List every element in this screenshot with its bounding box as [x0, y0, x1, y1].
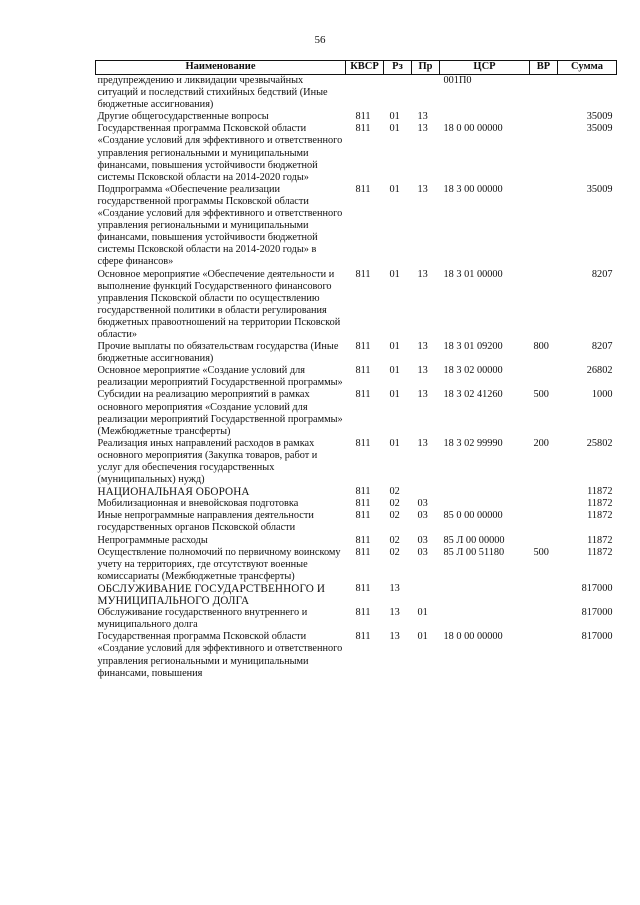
page-number: 56	[314, 34, 326, 46]
cell-vr: 800	[533, 341, 549, 353]
cell-pr: 13	[417, 389, 428, 401]
cell-vr	[530, 123, 558, 183]
cell-pr: 13	[417, 341, 428, 353]
cell-csr: 18 3 02 00000	[443, 365, 503, 377]
cell-pr: 13	[417, 123, 428, 135]
cell-csr: 001П0	[443, 75, 472, 86]
cell-rz: 01	[389, 123, 400, 135]
table-body	[96, 75, 617, 680]
cell-pr: 13	[417, 365, 428, 377]
cell-sum: 35009	[586, 183, 613, 195]
cell-rz: 13	[389, 631, 400, 643]
cell-pr	[412, 75, 440, 112]
cell-kvsr: 811	[355, 183, 371, 195]
cell-kvsr: 811	[355, 607, 371, 619]
cell-kvsr: 811	[355, 389, 371, 401]
cell-kvsr: 811	[355, 546, 371, 558]
cell-sum: 817000	[581, 607, 613, 619]
cell-sum: 25802	[586, 437, 613, 449]
cell-sum: 11872	[587, 534, 613, 546]
cell-sum: 11872	[587, 486, 613, 498]
cell-csr: 18 3 01 09200	[443, 341, 503, 353]
cell-csr: 18 3 00 00000	[443, 183, 503, 195]
cell-sum: 817000	[581, 631, 613, 643]
cell-name: Субсидии на реализацию мероприятий в рамках основного мероприятия «Создание условий для реализации мероприятий Государственной программы» (Межбюджетные трансферты)	[97, 389, 343, 437]
cell-vr	[530, 607, 558, 631]
table-row	[96, 438, 617, 486]
cell-rz: 02	[389, 486, 400, 498]
cell-pr: 13	[417, 183, 428, 195]
cell-rz: 01	[389, 365, 400, 377]
cell-kvsr: 811	[355, 486, 371, 498]
table-row	[96, 269, 617, 342]
cell-name: Основное мероприятие «Обеспечение деятельности и выполнение функций Государственного финансового управления Псковской области по осуществлению государственной политики в области регулирования бюджетных правоотношений на территории Псковской области»	[97, 268, 341, 340]
cell-rz: 02	[389, 498, 400, 510]
cell-pr: 13	[417, 268, 428, 280]
cell-csr: 18 3 02 99990	[443, 437, 503, 449]
cell-sum: 817000	[581, 582, 613, 594]
cell-sum: 26802	[586, 365, 613, 377]
cell-name: Основное мероприятие «Создание условий для реализации мероприятий Государственной программы»	[97, 365, 343, 389]
header-sum: Сумма	[558, 61, 617, 75]
cell-kvsr: 811	[355, 437, 371, 449]
table-row	[96, 75, 617, 112]
cell-name: Подпрограмма «Обеспечение реализации государственной программы Псковской области «Создание условий для эффективного и ответственного управления региональными и муниципальными финансами, повышения устойчивости бюджетной системы Псковской области на 2014-2020 годы» в сфере финансов»	[97, 183, 343, 268]
cell-pr: 03	[417, 498, 428, 510]
cell-kvsr	[346, 75, 384, 112]
cell-kvsr: 811	[355, 123, 371, 135]
cell-sum: 35009	[586, 123, 613, 135]
cell-vr: 500	[533, 546, 549, 558]
budget-table	[95, 60, 617, 680]
cell-kvsr: 811	[355, 498, 371, 510]
cell-rz: 01	[389, 183, 400, 195]
cell-rz	[384, 75, 412, 112]
cell-csr	[440, 498, 530, 510]
cell-pr: 01	[417, 631, 428, 643]
table-header-row	[96, 61, 617, 75]
cell-csr: 18 0 00 00000	[443, 631, 503, 643]
cell-vr	[530, 631, 558, 679]
header-name: Наименование	[96, 61, 346, 75]
cell-csr: 18 3 01 00000	[443, 268, 503, 280]
cell-name: Мобилизационная и вневойсковая подготовка	[97, 498, 299, 510]
cell-pr: 13	[417, 437, 428, 449]
cell-name: Обслуживание государственного внутреннего и муниципального долга	[97, 607, 308, 631]
cell-name: Государственная программа Псковской области «Создание условий для эффективного и ответственного управления региональными и муниципальными финансами, повышения устойчивости бюджетной системы Псковской области на 2014-2020 годы»	[97, 123, 343, 183]
cell-csr: 85 Л 00 00000	[443, 534, 505, 546]
cell-sum: 8207	[591, 341, 613, 353]
cell-rz: 13	[389, 582, 400, 594]
cell-pr: 03	[417, 534, 428, 546]
cell-sum: 8207	[591, 268, 613, 280]
cell-vr	[530, 535, 558, 547]
cell-kvsr: 811	[355, 111, 371, 123]
cell-sum: 1000	[591, 389, 613, 401]
cell-vr	[530, 75, 558, 112]
cell-kvsr: 811	[355, 341, 371, 353]
cell-csr: 85 Л 00 51180	[443, 546, 505, 558]
cell-rz: 02	[389, 546, 400, 558]
cell-name: НАЦИОНАЛЬНАЯ ОБОРОНА	[97, 486, 250, 499]
header-rz: Рз	[384, 61, 412, 75]
table-row	[96, 631, 617, 679]
cell-rz: 01	[389, 268, 400, 280]
cell-pr: 01	[417, 607, 428, 619]
section-row	[96, 486, 617, 498]
cell-sum: 11872	[587, 498, 613, 510]
cell-name: ОБСЛУЖИВАНИЕ ГОСУДАРСТВЕННОГО И МУНИЦИПАЛЬНОГО ДОЛГА	[97, 582, 325, 608]
cell-name: Прочие выплаты по обязательствам государства (Иные бюджетные ассигнования)	[97, 341, 339, 365]
cell-sum: 11872	[587, 546, 613, 558]
cell-name: Непрограммные расходы	[97, 534, 208, 546]
cell-vr: 200	[533, 437, 549, 449]
cell-csr	[440, 607, 530, 631]
cell-vr	[530, 498, 558, 510]
table-row	[96, 365, 617, 389]
cell-pr	[412, 583, 440, 607]
table-row	[96, 547, 617, 583]
cell-sum: 35009	[586, 111, 613, 123]
section-row	[96, 583, 617, 607]
table-row	[96, 341, 617, 365]
cell-name: предупреждению и ликвидации чрезвычайных ситуаций и последствий стихийных бедствий (Иные бюджетные ассигнования)	[97, 75, 328, 111]
cell-name: Другие общегосударственные вопросы	[97, 111, 269, 123]
cell-rz: 02	[389, 510, 400, 522]
cell-vr	[530, 510, 558, 534]
cell-rz: 01	[389, 341, 400, 353]
cell-name: Реализация иных направлений расходов в рамках основного мероприятия (Закупка товаров, работ и услуг для обеспечения государственных (муниципальных) нужд)	[97, 437, 318, 486]
header-csr: ЦСР	[440, 61, 530, 75]
cell-rz: 01	[389, 111, 400, 123]
table-row	[96, 607, 617, 631]
cell-kvsr: 811	[355, 582, 371, 594]
cell-csr: 85 0 00 00000	[443, 510, 503, 522]
table-row	[96, 510, 617, 534]
cell-vr	[530, 583, 558, 607]
cell-kvsr: 811	[355, 365, 371, 377]
cell-kvsr: 811	[355, 631, 371, 643]
cell-rz: 01	[389, 389, 400, 401]
cell-vr	[530, 184, 558, 269]
cell-name: Иные непрограммные направления деятельности государственных органов Псковской области	[97, 510, 314, 534]
cell-vr	[530, 111, 558, 123]
header-kvsr: КВСР	[346, 61, 384, 75]
header-vr: ВР	[530, 61, 558, 75]
cell-csr: 18 0 00 00000	[443, 123, 503, 135]
cell-csr: 18 3 02 41260	[443, 389, 503, 401]
table-row	[96, 389, 617, 437]
cell-vr: 500	[533, 389, 549, 401]
cell-kvsr: 811	[355, 510, 371, 522]
cell-pr: 03	[417, 546, 428, 558]
table-row	[96, 123, 617, 183]
cell-vr	[530, 486, 558, 498]
cell-rz: 01	[389, 437, 400, 449]
table-row	[96, 535, 617, 547]
cell-rz: 02	[389, 534, 400, 546]
header-pr: Пр	[412, 61, 440, 75]
table-row	[96, 498, 617, 510]
cell-kvsr: 811	[355, 268, 371, 280]
table-row	[96, 111, 617, 123]
cell-kvsr: 811	[355, 534, 371, 546]
cell-csr	[440, 583, 530, 607]
cell-vr	[530, 269, 558, 342]
cell-vr	[530, 365, 558, 389]
cell-pr	[412, 486, 440, 498]
cell-rz: 13	[389, 607, 400, 619]
cell-csr	[440, 486, 530, 498]
cell-sum: 11872	[587, 510, 613, 522]
table-row	[96, 184, 617, 269]
cell-pr: 03	[417, 510, 428, 522]
cell-csr	[440, 111, 530, 123]
cell-name: Осуществление полномочий по первичному воинскому учету на территориях, где отсутствуют военные комиссариаты (Межбюджетные трансферты)	[97, 546, 341, 582]
cell-pr: 13	[417, 111, 428, 123]
cell-name: Государственная программа Псковской области «Создание условий для эффективного и ответственного управления региональными и муниципальными финансами, повышения	[97, 631, 343, 679]
cell-sum	[558, 75, 617, 112]
